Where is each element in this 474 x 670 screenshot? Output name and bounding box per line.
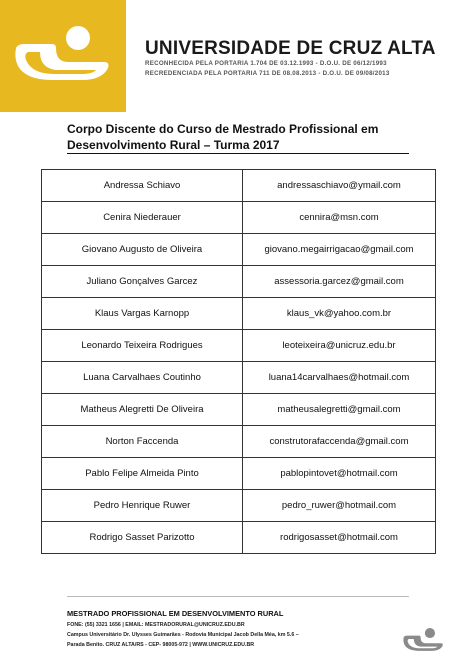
table-row (42, 426, 436, 458)
student-email[interactable]: leoteixeira@unicruz.edu.br (243, 330, 436, 362)
student-name: Andressa Schiavo (42, 170, 243, 202)
student-name: Matheus Alegretti De Oliveira (42, 394, 243, 426)
student-name: Juliano Gonçalves Garcez (42, 266, 243, 298)
table-row (42, 330, 436, 362)
document-title (67, 121, 407, 153)
document-title-line-2: Desenvolvimento Rural – Turma 2017 (67, 138, 280, 152)
student-email[interactable]: pedro_ruwer@hotmail.com (243, 490, 436, 522)
table-row (42, 266, 436, 298)
student-name: Leonardo Teixeira Rodrigues (42, 330, 243, 362)
letterhead (0, 0, 474, 112)
student-name: Giovano Augusto de Oliveira (42, 234, 243, 266)
student-email[interactable]: construtorafaccenda@gmail.com (243, 426, 436, 458)
table-row (42, 298, 436, 330)
table-row (42, 170, 436, 202)
table-row (42, 394, 436, 426)
student-name: Rodrigo Sasset Parizotto (42, 522, 243, 554)
student-email[interactable]: cennira@msn.com (243, 202, 436, 234)
student-name: Norton Faccenda (42, 426, 243, 458)
footer-divider (67, 596, 409, 597)
student-name: Klaus Vargas Karnopp (42, 298, 243, 330)
student-email[interactable]: giovano.megairrigacao@gmail.com (243, 234, 436, 266)
footer-program-title: MESTRADO PROFISSIONAL EM DESENVOLVIMENTO RURAL (67, 609, 284, 618)
reaccreditation-line: RECREDENCIADA PELA PORTARIA 711 DE 08.08.2013 - D.O.U. DE 09/08/2013 (145, 70, 390, 77)
student-email[interactable]: klaus_vk@yahoo.com.br (243, 298, 436, 330)
student-email[interactable]: pablopintovet@hotmail.com (243, 458, 436, 490)
student-email[interactable]: rodrigosasset@hotmail.com (243, 522, 436, 554)
unicruz-logo-icon (12, 22, 116, 82)
table-row (42, 522, 436, 554)
table-row (42, 362, 436, 394)
footer-address-cont: Parada Benito. CRUZ ALTA/RS - CEP- 98005-972 | WWW.UNICRUZ.EDU.BR (67, 642, 255, 648)
student-email[interactable]: assessoria.garcez@gmail.com (243, 266, 436, 298)
university-name: UNIVERSIDADE DE CRUZ ALTA (145, 38, 436, 59)
student-name: Cenira Niederauer (42, 202, 243, 234)
table-row (42, 234, 436, 266)
student-name: Pablo Felipe Almeida Pinto (42, 458, 243, 490)
student-email[interactable]: andressaschiavo@ymail.com (243, 170, 436, 202)
logo-panel (0, 0, 126, 112)
table-row (42, 490, 436, 522)
student-name: Luana Carvalhaes Coutinho (42, 362, 243, 394)
footer-contact: FONE: (55) 3321 1656 | EMAIL: MESTRADORURAL@UNICRUZ.EDU.BR (67, 622, 245, 628)
footer-address: Campus Universitário Dr. Ulysses Guimarães - Rodovia Municipal Jacob Della Méa, km 5.6 – (67, 632, 299, 638)
student-email[interactable]: matheusalegretti@gmail.com (243, 394, 436, 426)
document-title-line-1: Corpo Discente do Curso de Mestrado Profissional em (67, 122, 379, 136)
table-row (42, 202, 436, 234)
recognition-line: RECONHECIDA PELA PORTARIA 1.704 DE 03.12.1993 - D.O.U. DE 06/12/1993 (145, 60, 387, 67)
student-email[interactable]: luana14carvalhaes@hotmail.com (243, 362, 436, 394)
footer-unicruz-logo-icon (402, 626, 446, 652)
title-underline (67, 153, 409, 154)
table-row (42, 458, 436, 490)
student-table (41, 169, 436, 554)
student-name: Pedro Henrique Ruwer (42, 490, 243, 522)
